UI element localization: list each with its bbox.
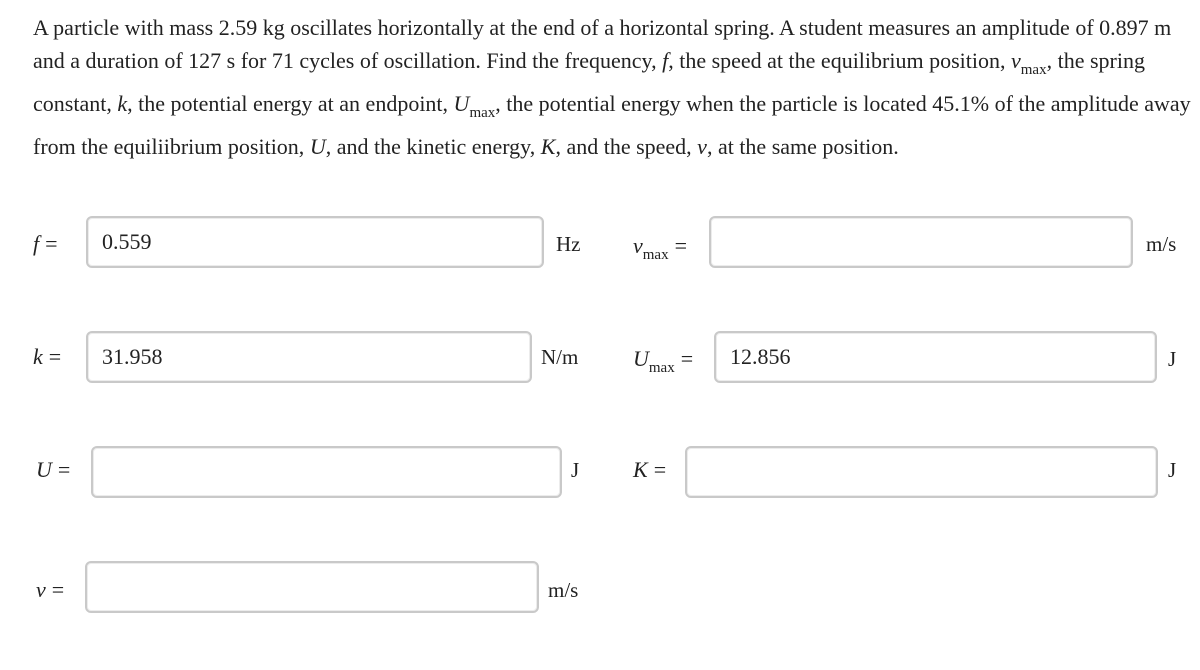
frequency-input[interactable]	[86, 216, 544, 268]
speed-unit: m/s	[548, 578, 579, 602]
f-label: f =	[33, 231, 58, 256]
potential-energy-unit: J	[571, 458, 580, 482]
vmax-unit: m/s	[1146, 232, 1177, 256]
kinetic-label: K =	[633, 457, 667, 482]
umax-input[interactable]	[714, 331, 1157, 383]
umax-label: $U_{max}$ =	[633, 346, 694, 376]
spring-constant-input[interactable]	[86, 331, 532, 383]
problem-text: A particle with mass 2.59 kg oscillates horizontally at the end of a horizontal spring. A student measures an amplitude of 0.897 m and a duration of 127 s for 71 cycles of oscillation. Find the frequency, f, the speed at the equilibrium position, $v_{max}$, the spring constant, k, the potential energy at an endpoint, $U_{max}$, the potential energy when the particle is located 45.1% of the amplitude away from the equiliibrium position, U, and the kinetic energy, K, and the speed, v, at the same position.	[33, 15, 1191, 159]
problem-statement	[33, 11, 1193, 163]
umax-unit: J	[1168, 347, 1177, 371]
vmax-label: $v_{max}$ =	[633, 233, 688, 263]
potential-energy-input[interactable]	[91, 446, 562, 498]
spring-constant-unit: N/m	[541, 345, 579, 369]
k-label: k =	[33, 344, 62, 369]
frequency-unit: Hz	[556, 232, 581, 256]
v-label: v =	[36, 577, 65, 602]
kinetic-energy-input[interactable]	[685, 446, 1158, 498]
u-label: U =	[36, 457, 71, 482]
speed-input[interactable]	[85, 561, 539, 613]
kinetic-energy-unit: J	[1168, 458, 1177, 482]
vmax-input[interactable]	[709, 216, 1133, 268]
